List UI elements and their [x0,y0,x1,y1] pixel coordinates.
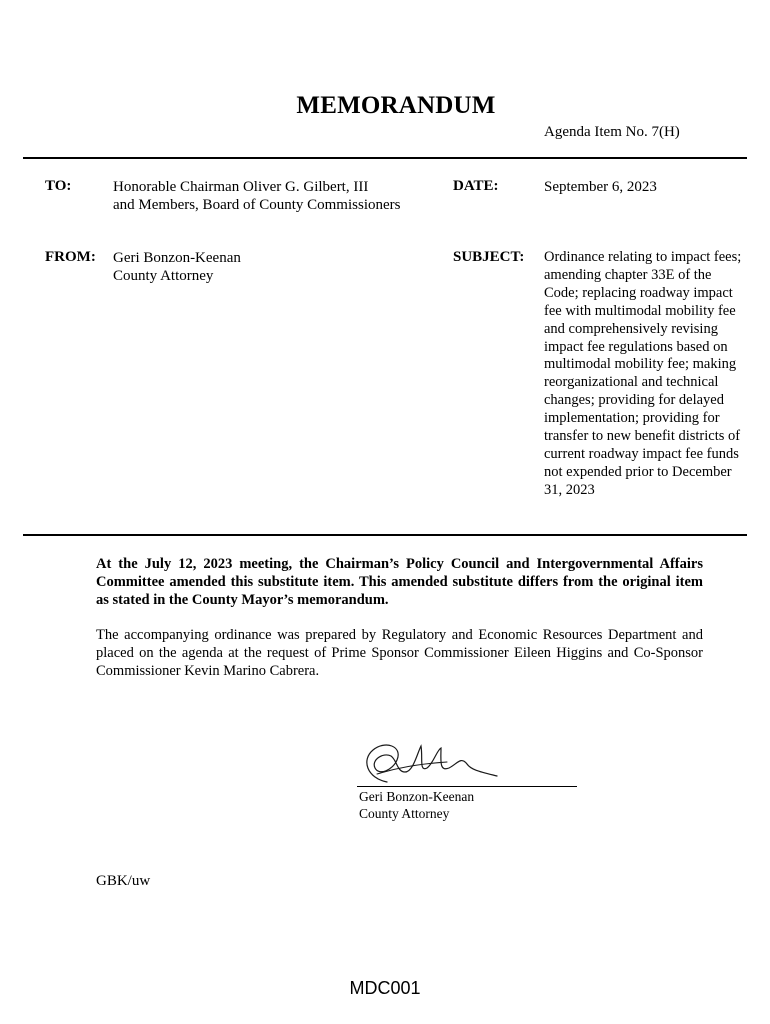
page-footer-code: MDC001 [349,978,421,998]
to-recipient-line-1: Honorable Chairman Oliver G. Gilbert, III [113,179,369,195]
amendment-note: At the July 12, 2023 meeting, the Chairman’s Policy Council and Intergovernmental Affairs Committee amended this substitute item. This amended substitute differs from the original item as stated in the County Mayor’s memorandum. [96,556,703,608]
subject-value: Ordinance relating to impact fees; amending chapter 33E of the Code; replacing roadway impact fee with multimodal mobility fee and comprehensively revising impact fee regulations based on multimodal mobility fee; making reorganizational and technical changes; providing for delayed implementation; providing for transfer to new benefit districts of current roadway impact fee funds not expended prior to December 31, 2023 [544,249,742,498]
from-title: County Attorney [113,268,214,284]
typist-initials: GBK/uw [96,873,151,889]
to-label: TO: [45,178,72,194]
date-label: DATE: [453,178,499,194]
memo-title: MEMORANDUM [296,92,496,119]
agenda-item-number: Agenda Item No. 7(H) [544,124,680,140]
date-value: September 6, 2023 [544,179,657,195]
bottom-divider [23,534,747,536]
subject-label: SUBJECT: [453,249,525,265]
handwritten-signature [357,738,507,790]
from-name: Geri Bonzon-Keenan [113,250,241,266]
signer-title: County Attorney [359,806,450,821]
from-label: FROM: [45,249,96,265]
to-recipient-line-2: and Members, Board of County Commissioners [113,197,401,213]
signer-name: Geri Bonzon-Keenan [359,789,475,804]
signature-line [357,786,577,787]
top-divider [23,157,747,159]
body-paragraph: The accompanying ordinance was prepared by Regulatory and Economic Resources Department and placed on the agenda at the request of Prime Sponsor Commissioner Eileen Higgins and Co-Sponsor Commissioner Kevin Marino Cabrera. [96,627,703,679]
